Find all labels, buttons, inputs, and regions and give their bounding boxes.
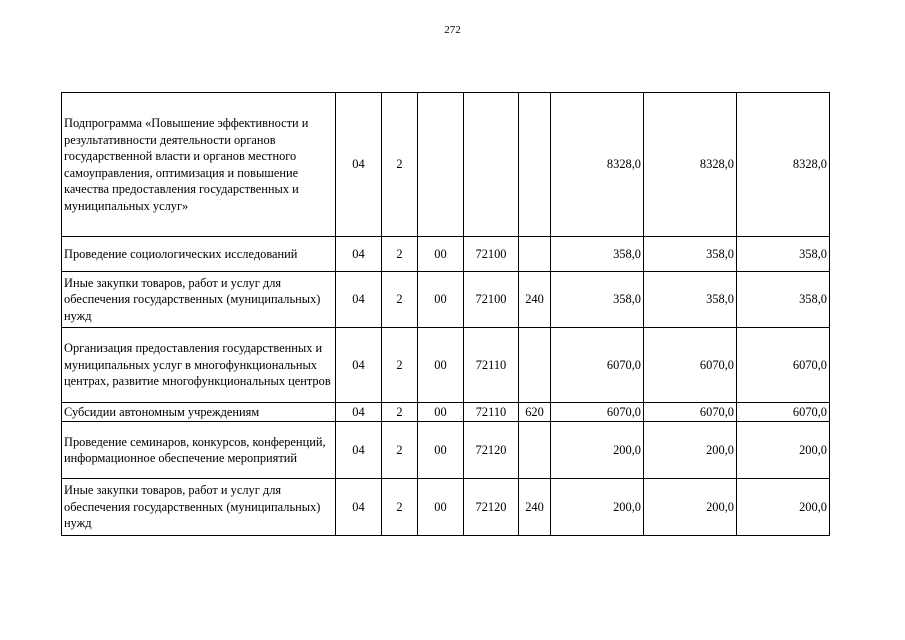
expense-type-cell: [519, 422, 551, 479]
program-code-cell: 2: [382, 93, 418, 237]
year2-amount-cell: 358,0: [644, 272, 737, 328]
year3-amount-cell: 6070,0: [737, 328, 830, 403]
subprogram-code-cell: 00: [418, 237, 464, 272]
year3-amount-cell: 6070,0: [737, 403, 830, 422]
razdel-cell: 04: [336, 328, 382, 403]
direction-code-cell: [464, 93, 519, 237]
razdel-cell: 04: [336, 237, 382, 272]
program-code-cell: 2: [382, 479, 418, 536]
program-code-cell: 2: [382, 422, 418, 479]
direction-code-cell: 72100: [464, 237, 519, 272]
expense-type-cell: 620: [519, 403, 551, 422]
expense-type-cell: 240: [519, 479, 551, 536]
row-name-cell: Субсидии автономным учреждениям: [62, 403, 336, 422]
program-code-cell: 2: [382, 237, 418, 272]
razdel-cell: 04: [336, 422, 382, 479]
year2-amount-cell: 200,0: [644, 422, 737, 479]
expense-type-cell: [519, 328, 551, 403]
direction-code-cell: 72110: [464, 403, 519, 422]
razdel-cell: 04: [336, 403, 382, 422]
expense-type-cell: [519, 93, 551, 237]
subprogram-code-cell: 00: [418, 479, 464, 536]
table-row: [62, 479, 830, 536]
direction-code-cell: 72100: [464, 272, 519, 328]
table-row: [62, 422, 830, 479]
program-code-cell: 2: [382, 328, 418, 403]
year1-amount-cell: 358,0: [551, 272, 644, 328]
program-code-cell: 2: [382, 403, 418, 422]
expense-type-cell: [519, 237, 551, 272]
year2-amount-cell: 200,0: [644, 479, 737, 536]
row-name-cell: Проведение социологических исследований: [62, 237, 336, 272]
year3-amount-cell: 358,0: [737, 237, 830, 272]
year1-amount-cell: 200,0: [551, 479, 644, 536]
year1-amount-cell: 358,0: [551, 237, 644, 272]
year1-amount-cell: 200,0: [551, 422, 644, 479]
year2-amount-cell: 6070,0: [644, 328, 737, 403]
subprogram-code-cell: 00: [418, 328, 464, 403]
row-name-cell: Подпрограмма «Повышение эффективности и результативности деятельности органов государственной власти и органов местного самоуправления, оптимизация и повышение качества предоставления государственных и муниципальных услуг»: [62, 93, 336, 237]
subprogram-code-cell: 00: [418, 272, 464, 328]
subprogram-code-cell: 00: [418, 422, 464, 479]
year1-amount-cell: 6070,0: [551, 328, 644, 403]
table-row: [62, 272, 830, 328]
direction-code-cell: 72110: [464, 328, 519, 403]
subprogram-code-cell: 00: [418, 403, 464, 422]
razdel-cell: 04: [336, 272, 382, 328]
row-name-cell: Организация предоставления государственных и муниципальных услуг в многофункциональных центрах, развитие многофункциональных центров: [62, 328, 336, 403]
year1-amount-cell: 8328,0: [551, 93, 644, 237]
razdel-cell: 04: [336, 479, 382, 536]
page-number: 272: [444, 24, 461, 36]
table-row: [62, 328, 830, 403]
row-name-cell: Иные закупки товаров, работ и услуг для обеспечения государственных (муниципальных) нужд: [62, 272, 336, 328]
year3-amount-cell: 200,0: [737, 479, 830, 536]
table-row: [62, 93, 830, 237]
direction-code-cell: 72120: [464, 422, 519, 479]
year3-amount-cell: 200,0: [737, 422, 830, 479]
year3-amount-cell: 358,0: [737, 272, 830, 328]
year2-amount-cell: 8328,0: [644, 93, 737, 237]
table-row: [62, 403, 830, 422]
razdel-cell: 04: [336, 93, 382, 237]
program-code-cell: 2: [382, 272, 418, 328]
row-name-cell: Проведение семинаров, конкурсов, конференций, информационное обеспечение мероприятий: [62, 422, 336, 479]
row-name-cell: Иные закупки товаров, работ и услуг для обеспечения государственных (муниципальных) нужд: [62, 479, 336, 536]
year3-amount-cell: 8328,0: [737, 93, 830, 237]
year2-amount-cell: 6070,0: [644, 403, 737, 422]
year2-amount-cell: 358,0: [644, 237, 737, 272]
budget-table: [61, 92, 830, 536]
direction-code-cell: 72120: [464, 479, 519, 536]
table-row: [62, 237, 830, 272]
expense-type-cell: 240: [519, 272, 551, 328]
year1-amount-cell: 6070,0: [551, 403, 644, 422]
subprogram-code-cell: [418, 93, 464, 237]
